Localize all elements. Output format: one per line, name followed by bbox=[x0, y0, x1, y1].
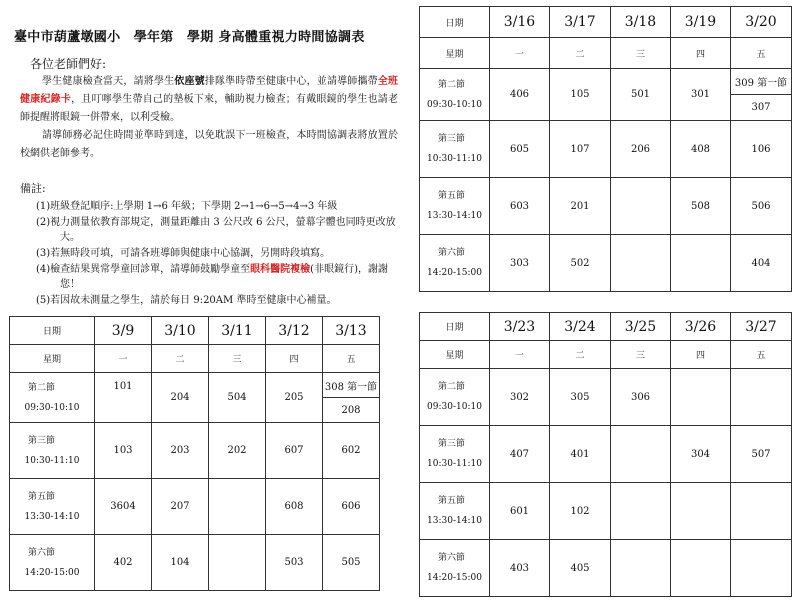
period-label bbox=[420, 483, 490, 540]
period-time: 14:20-15:00 bbox=[427, 573, 482, 583]
class-cell: 508 bbox=[671, 178, 731, 235]
period-name: 第六節 bbox=[28, 547, 56, 558]
weekday-header: 三 bbox=[611, 341, 671, 369]
class-cell bbox=[611, 426, 671, 483]
period-label bbox=[420, 426, 490, 483]
date-header: 3/24 bbox=[550, 313, 611, 341]
date-header: 3/13 bbox=[323, 317, 380, 345]
class-cell bbox=[209, 479, 266, 535]
period-name: 第五節 bbox=[438, 191, 466, 201]
date-header: 3/10 bbox=[152, 317, 209, 345]
weekday-header: 一 bbox=[95, 345, 152, 373]
class-cell bbox=[671, 369, 731, 426]
class-cell: 205 bbox=[266, 373, 323, 423]
weekday-header: 二 bbox=[550, 38, 611, 69]
period-label bbox=[10, 373, 95, 423]
period-time: 09:30-10:10 bbox=[427, 99, 482, 110]
class-cell: 504 bbox=[209, 373, 266, 423]
class-cell: 606 bbox=[323, 479, 380, 535]
class-cell: 101 bbox=[95, 373, 152, 423]
class-cell: 103 bbox=[95, 423, 152, 479]
class-cell: 201 bbox=[550, 178, 611, 235]
note-4-text-2: (非眼鏡行)，謝謝您！ bbox=[60, 264, 388, 290]
class-cell: 404 bbox=[731, 235, 792, 292]
instruction-bold-seat-number: 依座號 bbox=[174, 76, 205, 87]
class-cell: 605 bbox=[490, 121, 550, 178]
period-label bbox=[420, 540, 490, 597]
period-name: 第六節 bbox=[438, 248, 466, 258]
schedule-table-week-1 bbox=[9, 316, 380, 591]
schedule-table-week-3 bbox=[419, 312, 792, 597]
period-time: 10:30-11:10 bbox=[427, 459, 482, 469]
date-header: 3/26 bbox=[671, 313, 731, 341]
period-time: 10:30-11:10 bbox=[24, 455, 80, 466]
class-cell: 403 bbox=[490, 540, 550, 597]
weekday-header: 五 bbox=[731, 38, 792, 69]
instruction-text-3: ，且叮嚀學生帶自己的墊板下來，輔助視力檢查；有戴眼鏡的學生也請老師提醒將眼鏡一併帶來，以利受檢。 bbox=[20, 94, 399, 123]
instruction-text-1: 學生健康檢查當天，請將學生 bbox=[42, 76, 175, 87]
class-cell: 204 bbox=[152, 373, 209, 423]
period-name: 第六節 bbox=[438, 553, 466, 563]
class-cell: 104 bbox=[152, 535, 209, 591]
date-header: 3/20 bbox=[731, 7, 792, 38]
weekday-header: 四 bbox=[671, 38, 731, 69]
class-cell bbox=[731, 540, 792, 597]
period-time: 13:30-14:10 bbox=[427, 516, 482, 526]
class-cell: 501 bbox=[611, 69, 671, 121]
instruction-red-health-card: 全班健康紀錄卡 bbox=[20, 76, 399, 105]
weekday-header: 五 bbox=[323, 345, 380, 373]
date-label: 日期 bbox=[420, 7, 490, 38]
period-label bbox=[10, 479, 95, 535]
date-header: 3/17 bbox=[550, 7, 611, 38]
class-cell bbox=[611, 540, 671, 597]
class-cell: 207 bbox=[152, 479, 209, 535]
class-cell bbox=[671, 483, 731, 540]
weekday-label: 星期 bbox=[420, 341, 490, 369]
notes-title: 備註: bbox=[20, 182, 46, 195]
period-name: 第二節 bbox=[28, 382, 56, 393]
class-cell: 208 bbox=[323, 398, 380, 423]
class-cell bbox=[731, 369, 792, 426]
date-header: 3/19 bbox=[671, 7, 731, 38]
instruction-paragraph-1 bbox=[20, 73, 398, 127]
class-cell: 407 bbox=[490, 426, 550, 483]
class-cell: 502 bbox=[550, 235, 611, 292]
date-label: 日期 bbox=[420, 313, 490, 341]
note-4-text-1: (4)檢查結果異常學童回診單，請導師鼓勵學童至 bbox=[36, 264, 251, 275]
page-title: 臺中市葫蘆墩國小 學年第 學期 身高體重視力時間協調表 bbox=[14, 30, 365, 45]
class-cell: 607 bbox=[266, 423, 323, 479]
period-name: 第五節 bbox=[438, 496, 466, 506]
date-label: 日期 bbox=[10, 317, 95, 345]
class-cell: 603 bbox=[490, 178, 550, 235]
date-header: 3/9 bbox=[95, 317, 152, 345]
period-time: 14:20-15:00 bbox=[24, 567, 80, 578]
class-cell: 401 bbox=[550, 426, 611, 483]
class-cell: 3604 bbox=[95, 479, 152, 535]
period-label bbox=[10, 423, 95, 479]
class-cell: 503 bbox=[266, 535, 323, 591]
class-cell: 303 bbox=[490, 235, 550, 292]
class-cell: 405 bbox=[550, 540, 611, 597]
weekday-header: 一 bbox=[490, 38, 550, 69]
period-time: 13:30-14:10 bbox=[24, 511, 80, 522]
weekday-header: 三 bbox=[611, 38, 671, 69]
class-cell: 402 bbox=[95, 535, 152, 591]
class-cell: 505 bbox=[323, 535, 380, 591]
class-cell bbox=[209, 535, 266, 591]
note-item-2: (2)視力測量依教育部規定，測量距離由 3 公尺改 6 公尺，螢幕字體也同時更改放大。 bbox=[36, 217, 396, 243]
period-label bbox=[420, 69, 490, 121]
class-cell bbox=[671, 540, 731, 597]
date-header: 3/23 bbox=[490, 313, 550, 341]
period-label bbox=[420, 178, 490, 235]
greeting: 各位老師們好: bbox=[30, 57, 107, 71]
weekday-header: 三 bbox=[209, 345, 266, 373]
class-cell bbox=[611, 235, 671, 292]
date-header: 3/27 bbox=[731, 313, 792, 341]
period-name: 第五節 bbox=[28, 491, 56, 502]
class-cell: 601 bbox=[490, 483, 550, 540]
class-cell: 102 bbox=[550, 483, 611, 540]
period-label bbox=[420, 121, 490, 178]
date-header: 3/16 bbox=[490, 7, 550, 38]
date-header: 3/18 bbox=[611, 7, 671, 38]
period-time: 09:30-10:10 bbox=[24, 402, 80, 413]
schedule-table-week-2 bbox=[419, 6, 792, 292]
note-item-3: (3)若無時段可填，可請各班導師與健康中心協調，另開時段填寫。 bbox=[36, 248, 331, 259]
class-cell: 408 bbox=[671, 121, 731, 178]
note-item-1: (1)班級登記順序:上學期 1→6 年級；下學期 2→1→6→5→4→3 年級 bbox=[36, 201, 338, 212]
instruction-paragraph-2: 請導師務必記住時間並準時到達，以免耽誤下一班檢查，本時間協調表將放置於校網供老師參考。 bbox=[20, 130, 398, 159]
instruction-text-2: 排隊準時帶至健康中心，並請導師攜帶 bbox=[204, 76, 378, 87]
weekday-header: 一 bbox=[490, 341, 550, 369]
period-label bbox=[10, 535, 95, 591]
period-name: 第二節 bbox=[438, 382, 466, 392]
class-cell: 507 bbox=[731, 426, 792, 483]
period-name: 第三節 bbox=[438, 134, 466, 144]
date-header: 3/25 bbox=[611, 313, 671, 341]
class-cell: 105 bbox=[550, 69, 611, 121]
class-cell: 202 bbox=[209, 423, 266, 479]
class-cell: 305 bbox=[550, 369, 611, 426]
weekday-header: 二 bbox=[550, 341, 611, 369]
class-cell bbox=[731, 483, 792, 540]
class-cell: 406 bbox=[490, 69, 550, 121]
note-item-5: (5)若因故未測量之學生，請於每日 9:20AM 準時至健康中心補量。 bbox=[36, 295, 337, 306]
period-time: 14:20-15:00 bbox=[427, 268, 482, 278]
period-label bbox=[420, 235, 490, 292]
class-cell: 506 bbox=[731, 178, 792, 235]
class-cell: 302 bbox=[490, 369, 550, 426]
class-cell: 304 bbox=[671, 426, 731, 483]
class-cell: 203 bbox=[152, 423, 209, 479]
period-time: 09:30-10:10 bbox=[427, 402, 482, 412]
class-cell bbox=[671, 235, 731, 292]
note-item-4 bbox=[36, 262, 402, 292]
note-4-red-eye-hospital: 眼科醫院複檢 bbox=[250, 264, 311, 275]
weekday-label: 星期 bbox=[10, 345, 95, 373]
date-header: 3/11 bbox=[209, 317, 266, 345]
date-header: 3/12 bbox=[266, 317, 323, 345]
class-cell: 608 bbox=[266, 479, 323, 535]
weekday-header: 五 bbox=[731, 341, 792, 369]
class-cell: 306 bbox=[611, 369, 671, 426]
class-cell: 206 bbox=[611, 121, 671, 178]
class-cell bbox=[611, 178, 671, 235]
weekday-header: 二 bbox=[152, 345, 209, 373]
class-cell bbox=[611, 483, 671, 540]
class-cell: 602 bbox=[323, 423, 380, 479]
period-label bbox=[420, 369, 490, 426]
class-cell: 301 bbox=[671, 69, 731, 121]
period-time: 10:30-11:10 bbox=[427, 154, 482, 164]
notes-list bbox=[36, 199, 402, 309]
class-cell: 307 bbox=[731, 95, 792, 121]
period-name: 第三節 bbox=[28, 435, 56, 446]
period-name: 第三節 bbox=[438, 439, 466, 449]
class-cell: 107 bbox=[550, 121, 611, 178]
weekday-header: 四 bbox=[671, 341, 731, 369]
weekday-label: 星期 bbox=[420, 38, 490, 69]
class-cell: 309 第一節 bbox=[731, 69, 792, 95]
period-time: 13:30-14:10 bbox=[427, 211, 482, 221]
class-cell: 308 第一節 bbox=[323, 373, 380, 398]
weekday-header: 四 bbox=[266, 345, 323, 373]
period-name: 第二節 bbox=[438, 79, 466, 90]
class-cell: 106 bbox=[731, 121, 792, 178]
